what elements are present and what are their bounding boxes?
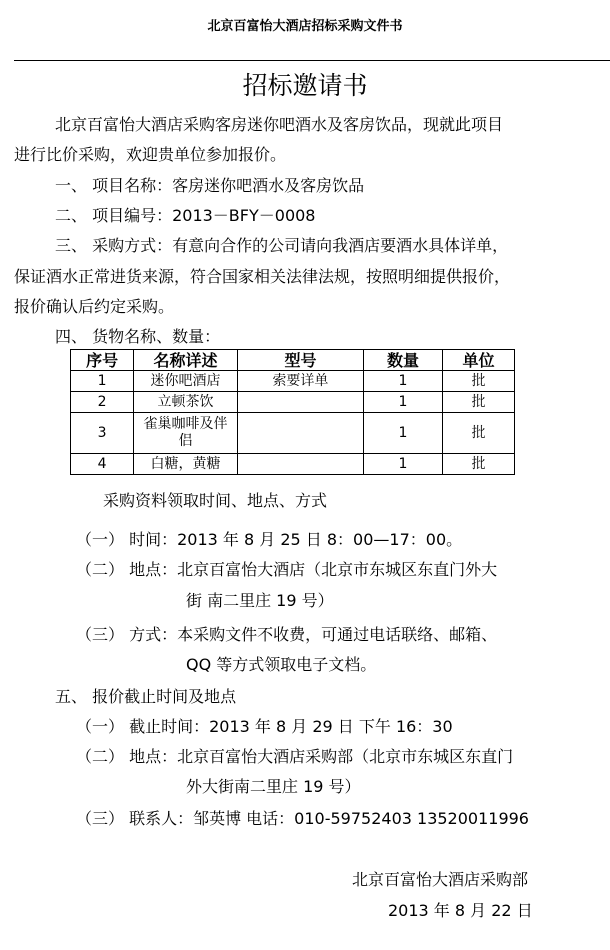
cell-no: 4 [71,454,134,475]
cell-no: 2 [71,392,134,413]
cell-model: 索要详单 [237,371,363,392]
item-purchase-method-line-3: 报价确认后约定采购。 [14,297,175,316]
signature-org: 北京百富怡大酒店采购部 [352,870,529,889]
cell-no: 3 [71,413,134,454]
pickup-method-line-2: QQ 等方式领取电子文档。 [186,655,377,674]
cell-unit: 批 [442,392,514,413]
cell-unit: 批 [442,371,514,392]
contact-line: （三） 联系人：邹英博 电话：010-59752403 13520011996 [76,809,529,828]
cell-name: 雀巢咖啡及伴侣 [134,413,238,454]
cell-qty: 1 [364,454,443,475]
item-project-number: 二、 项目编号：2013－BFY－0008 [55,206,316,225]
cell-qty: 1 [364,392,443,413]
document-header-title: 北京百富怡大酒店招标采购文件书 [207,19,403,34]
intro-line-1: 北京百富怡大酒店采购客房迷你吧酒水及客房饮品，现就此项目 [55,115,504,134]
column-header-qty: 数量 [364,350,443,371]
cell-unit: 批 [442,413,514,454]
cell-name: 白糖，黄糖 [134,454,238,475]
cell-unit: 批 [442,454,514,475]
deadline-heading: 五、 报价截止时间及地点 [55,687,237,706]
deadline-place-line-1: （二） 地点：北京百富怡大酒店采购部（北京市东城区东直门 [76,747,514,766]
table-row [71,413,515,454]
table-row [71,392,515,413]
column-header-model: 型号 [237,350,363,371]
header-divider [14,60,610,61]
table-header-row [71,350,515,371]
table-row [71,371,515,392]
pickup-method-line-1: （三） 方式：本采购文件不收费，可通过电话联络、邮箱、 [76,625,498,644]
column-header-unit: 单位 [442,350,514,371]
cell-model [237,454,363,475]
signature-date: 2013 年 8 月 22 日 [388,901,533,920]
pickup-heading: 采购资料领取时间、地点、方式 [103,491,328,510]
cell-model [237,413,363,454]
intro-line-2: 进行比价采购，欢迎贵单位参加报价。 [14,145,287,164]
pickup-time: （一） 时间：2013 年 8 月 25 日 8：00—17：00。 [76,530,463,549]
cell-qty: 1 [364,413,443,454]
pickup-place-line-2: 街 南二里庄 19 号） [186,591,334,610]
item-purchase-method-line-1: 三、 采购方式：有意向合作的公司请向我酒店要酒水具体详单， [55,236,509,255]
cell-name: 立顿茶饮 [134,392,238,413]
item-goods-heading: 四、 货物名称、数量： [55,327,221,346]
item-purchase-method-line-2: 保证酒水正常进货来源，符合国家相关法律法规，按照明细提供报价， [14,267,511,286]
cell-qty: 1 [364,371,443,392]
cell-model [237,392,363,413]
table-row [71,454,515,475]
column-header-no: 序号 [71,350,134,371]
pickup-place-line-1: （二） 地点：北京百富怡大酒店（北京市东城区东直门外大 [76,560,498,579]
deadline-place-line-2: 外大街南二里庄 19 号） [186,777,361,796]
cell-name: 迷你吧酒店 [134,371,238,392]
cell-no: 1 [71,371,134,392]
document-title: 招标邀请书 [242,71,368,100]
column-header-name: 名称详述 [134,350,238,371]
goods-table [70,349,515,475]
item-project-name: 一、 项目名称：客房迷你吧酒水及客房饮品 [55,176,365,195]
deadline-time: （一） 截止时间：2013 年 8 月 29 日 下午 16：30 [76,717,453,736]
